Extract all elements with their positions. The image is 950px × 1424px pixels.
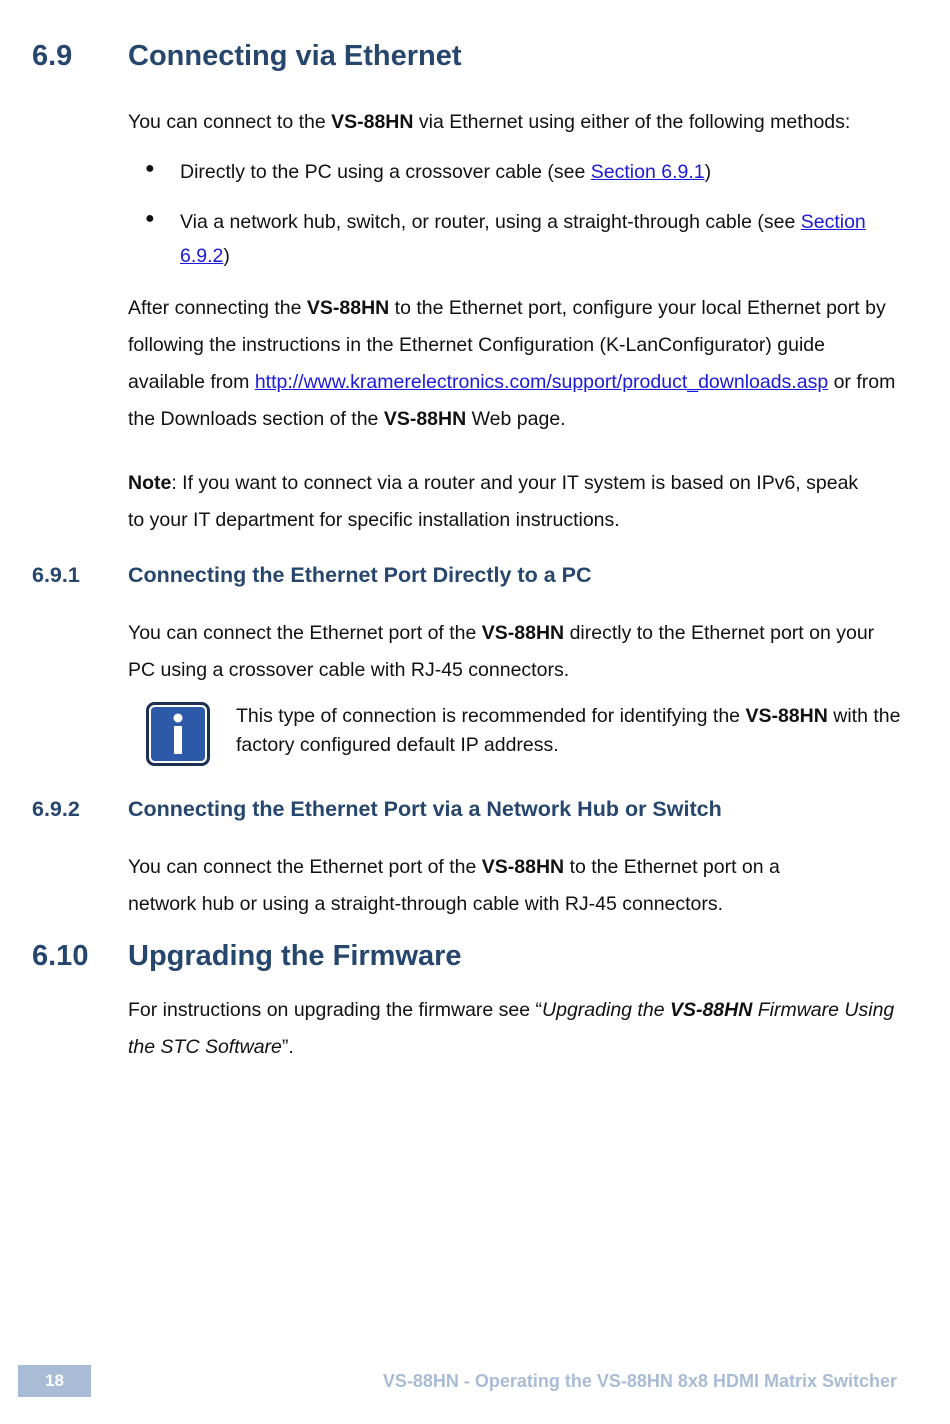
footer-title: VS-88HN - Operating the VS-88HN 8x8 HDMI Matrix Switcher <box>382 1371 897 1391</box>
product-name: VS-88HN <box>331 111 414 133</box>
paragraph-text: Web page. <box>466 408 566 430</box>
paragraph-after-connecting <box>128 290 903 438</box>
section-number: 6.9 <box>32 40 73 72</box>
bullet-item <box>180 155 900 189</box>
bullet-text: ) <box>223 245 230 267</box>
bullet-text: Directly to the PC using a crossover cable (see <box>180 161 591 183</box>
product-name: VS-88HN <box>383 408 467 430</box>
section-paragraph <box>128 992 908 1066</box>
note-text: : If you want to connect via a router and your IT system is based on IPv6, speak to your IT department for specific installation instructions. <box>128 472 859 531</box>
info-note <box>236 702 916 760</box>
paragraph-text: directly to the Ethernet port on your PC using a crossover cable with RJ-45 connectors. <box>128 622 875 681</box>
paragraph-text: ”. <box>281 1036 294 1058</box>
section-intro <box>128 104 908 141</box>
paragraph-text: For instructions on upgrading the firmware see “ <box>128 999 543 1021</box>
product-name: VS-88HN <box>481 622 565 644</box>
subsection-number: 6.9.1 <box>32 563 80 587</box>
paragraph-text: or from the Downloads section of the <box>128 371 896 430</box>
paragraph-text: to the Ethernet port, configure your local Ethernet port by following the instructions in the Ethernet Configuration (K-LanConfigurator) guide available from <box>128 297 886 393</box>
bullet-item <box>180 205 900 273</box>
product-name: VS-88HN <box>745 705 828 727</box>
info-text: with the factory configured default IP address. <box>236 705 901 756</box>
section-link[interactable]: Section 6.9.2 <box>180 211 866 267</box>
section-title: Connecting via Ethernet <box>128 40 462 72</box>
subsection-paragraph <box>128 615 898 689</box>
page-number: 18 <box>18 1365 91 1397</box>
intro-text: via Ethernet using either of the following methods: <box>413 111 851 133</box>
subsection-title: Connecting the Ethernet Port via a Network Hub or Switch <box>128 797 722 821</box>
product-name: VS-88HN <box>306 297 390 319</box>
product-name: VS-88HN <box>481 856 565 878</box>
section-link[interactable]: Section 6.9.1 <box>590 161 705 183</box>
info-icon <box>146 702 210 766</box>
paragraph-text: to the Ethernet port on a network hub or using a straight-through cable with RJ-45 connectors. <box>128 856 780 915</box>
intro-text: You can connect to the <box>128 111 332 133</box>
section-title: Upgrading the Firmware <box>128 940 462 972</box>
subsection-title: Connecting the Ethernet Port Directly to a PC <box>128 563 592 587</box>
bullet-text: ) <box>704 161 712 183</box>
bullet-text: Via a network hub, switch, or router, using a straight-through cable (see <box>180 211 801 233</box>
paragraph-text: You can connect the Ethernet port of the <box>128 856 482 878</box>
note-paragraph <box>128 465 868 539</box>
section-number: 6.10 <box>32 940 89 972</box>
guide-title: Upgrading the <box>542 999 670 1021</box>
bullet-icon: ● <box>145 210 155 227</box>
downloads-link[interactable]: http://www.kramerelectronics.com/support/product_downloads.asp <box>254 371 829 393</box>
paragraph-text: You can connect the Ethernet port of the <box>128 622 482 644</box>
bullet-icon: ● <box>145 160 155 177</box>
product-name: VS-88HN <box>669 999 753 1021</box>
note-label: Note <box>128 472 172 494</box>
subsection-number: 6.9.2 <box>32 797 80 821</box>
paragraph-text: After connecting the <box>128 297 307 319</box>
subsection-paragraph <box>128 849 848 923</box>
info-text: This type of connection is recommended for identifying the <box>236 705 746 727</box>
guide-title: Firmware Using the STC Software <box>128 999 895 1058</box>
